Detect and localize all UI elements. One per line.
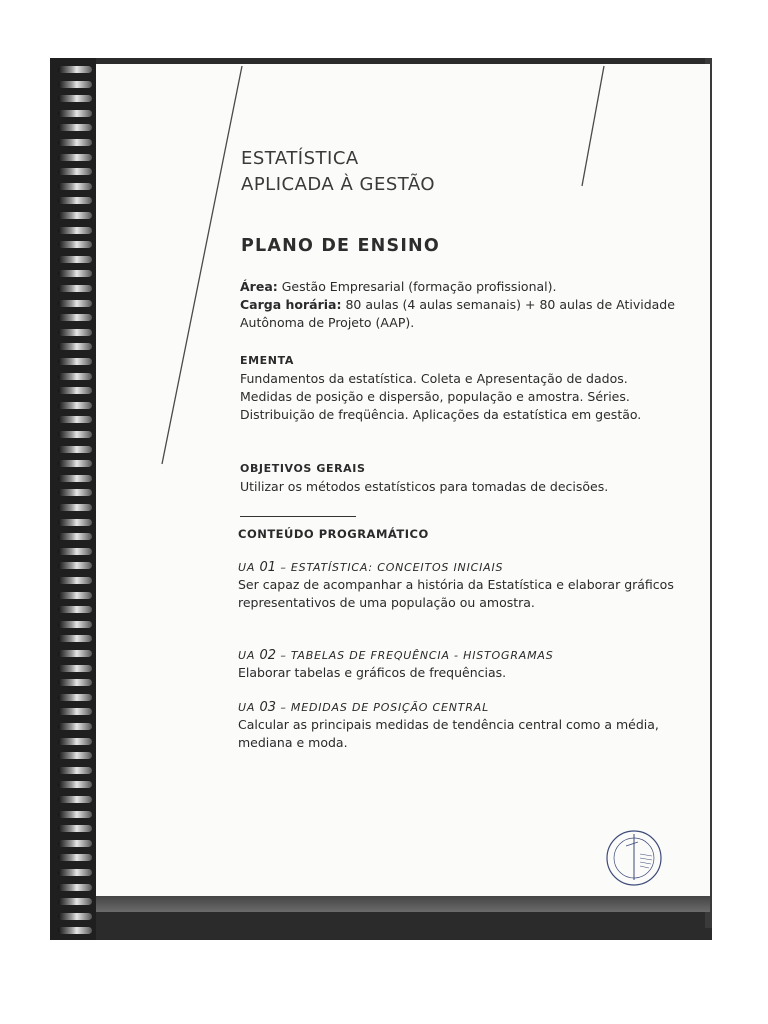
spiral-coil — [58, 913, 92, 920]
spiral-coil — [58, 81, 92, 88]
spiral-coil — [58, 183, 92, 190]
spiral-coil — [58, 767, 92, 774]
area-line — [240, 278, 680, 296]
spiral-coil — [58, 300, 92, 307]
spiral-coil — [58, 431, 92, 438]
spiral-coil — [58, 387, 92, 394]
spiral-coil — [58, 416, 92, 423]
carga-value: 80 aulas (4 aulas semanais) + 80 aulas de Atividade Autônoma de Projeto (AAP). — [240, 297, 675, 330]
spiral-coil — [58, 373, 92, 380]
spiral-coil — [58, 884, 92, 891]
spiral-coil — [58, 446, 92, 453]
spiral-coil — [58, 241, 92, 248]
unit-text: Elaborar tabelas e gráficos de frequências. — [238, 665, 507, 680]
spiral-coil — [58, 708, 92, 715]
spiral-coil — [58, 577, 92, 584]
area-value: Gestão Empresarial (formação profissional). — [277, 279, 557, 294]
conteudo-heading: CONTEÚDO PROGRAMÁTICO — [238, 527, 429, 541]
unit-title — [238, 648, 678, 664]
spiral-coil — [58, 796, 92, 803]
unit-prefix: UA — [238, 701, 260, 714]
spiral-coil — [58, 504, 92, 511]
spiral-coil — [58, 927, 92, 934]
spiral-coil — [58, 110, 92, 117]
unit-title-text: – TABELAS DE FREQUÊNCIA - HISTOGRAMAS — [276, 649, 554, 662]
unit-prefix: UA — [238, 561, 260, 574]
area-label: Área: — [240, 279, 278, 294]
section-divider — [240, 516, 356, 517]
spiral-coil — [58, 665, 92, 672]
objetivos-heading: OBJETIVOS GERAIS — [240, 462, 366, 475]
spiral-coil — [58, 738, 92, 745]
unit-03 — [238, 700, 678, 752]
unit-text: Ser capaz de acompanhar a história da Estatística e elaborar gráficos representativos de uma população ou amostra. — [238, 577, 674, 610]
spiral-coil — [58, 460, 92, 467]
spiral-coil — [58, 329, 92, 336]
document-subtitle: PLANO DE ENSINO — [241, 236, 440, 256]
carga-label: Carga horária: — [240, 297, 342, 312]
carga-line — [240, 296, 680, 332]
spiral-coil — [58, 285, 92, 292]
spiral-coil — [58, 592, 92, 599]
spiral-coil — [58, 358, 92, 365]
spiral-coil — [58, 694, 92, 701]
ementa-section — [240, 352, 680, 424]
spiral-coil — [58, 635, 92, 642]
spiral-coil — [58, 343, 92, 350]
spiral-coil — [58, 270, 92, 277]
spiral-coil — [58, 606, 92, 613]
spiral-coil — [58, 840, 92, 847]
spiral-coil — [58, 154, 92, 161]
unit-01 — [238, 560, 678, 612]
institution-seal-icon — [604, 828, 664, 888]
spiral-coil — [58, 212, 92, 219]
spiral-coil — [58, 621, 92, 628]
spiral-coil — [58, 650, 92, 657]
spiral-coil — [58, 723, 92, 730]
unit-number: 03 — [259, 700, 277, 715]
spiral-coil — [58, 489, 92, 496]
spiral-coil — [58, 256, 92, 263]
unit-title — [238, 560, 678, 576]
document-page — [96, 64, 710, 896]
spiral-coil — [58, 124, 92, 131]
spiral-coil — [58, 402, 92, 409]
spiral-coil — [58, 781, 92, 788]
spiral-coil — [58, 519, 92, 526]
spiral-coil — [58, 548, 92, 555]
spiral-coil — [58, 854, 92, 861]
spiral-coil — [58, 314, 92, 321]
unit-title-text: – MEDIDAS DE POSIÇÃO CENTRAL — [276, 701, 490, 714]
ementa-text: Fundamentos da estatística. Coleta e Apresentação de dados. Medidas de posição e dispersão, população e amostra. Séries. Distribuição de freqüência. Aplicações da estatística em gestão. — [240, 371, 642, 422]
spiral-binding — [50, 58, 96, 940]
spiral-coil — [58, 562, 92, 569]
spiral-coil — [58, 139, 92, 146]
spiral-coil — [58, 825, 92, 832]
unit-number: 02 — [259, 648, 277, 663]
unit-02 — [238, 648, 678, 682]
spiral-coil — [58, 898, 92, 905]
spiral-coil — [58, 197, 92, 204]
unit-prefix: UA — [238, 649, 260, 662]
course-info — [240, 278, 680, 332]
spiral-coil — [58, 869, 92, 876]
unit-title-text: – ESTATÍSTICA: CONCEITOS INICIAIS — [276, 561, 504, 574]
spiral-coil — [58, 752, 92, 759]
spiral-coil — [58, 168, 92, 175]
page-stack-edge — [96, 896, 710, 912]
spiral-coil — [58, 811, 92, 818]
spiral-coil — [58, 66, 92, 73]
spiral-coil — [58, 95, 92, 102]
objetivos-text: Utilizar os métodos estatísticos para tomadas de decisões. — [240, 479, 609, 494]
spiral-coil — [58, 533, 92, 540]
unit-text: Calcular as principais medidas de tendência central como a média, mediana e moda. — [238, 717, 659, 750]
spiral-coil — [58, 679, 92, 686]
spiral-coil — [58, 475, 92, 482]
objetivos-section — [240, 460, 680, 496]
unit-title — [238, 700, 678, 716]
document-title: ESTATÍSTICA APLICADA À GESTÃO — [241, 148, 436, 195]
unit-number: 01 — [259, 560, 277, 575]
spiral-coil — [58, 227, 92, 234]
scanned-booklet — [50, 58, 712, 940]
ementa-heading: EMENTA — [240, 354, 294, 367]
